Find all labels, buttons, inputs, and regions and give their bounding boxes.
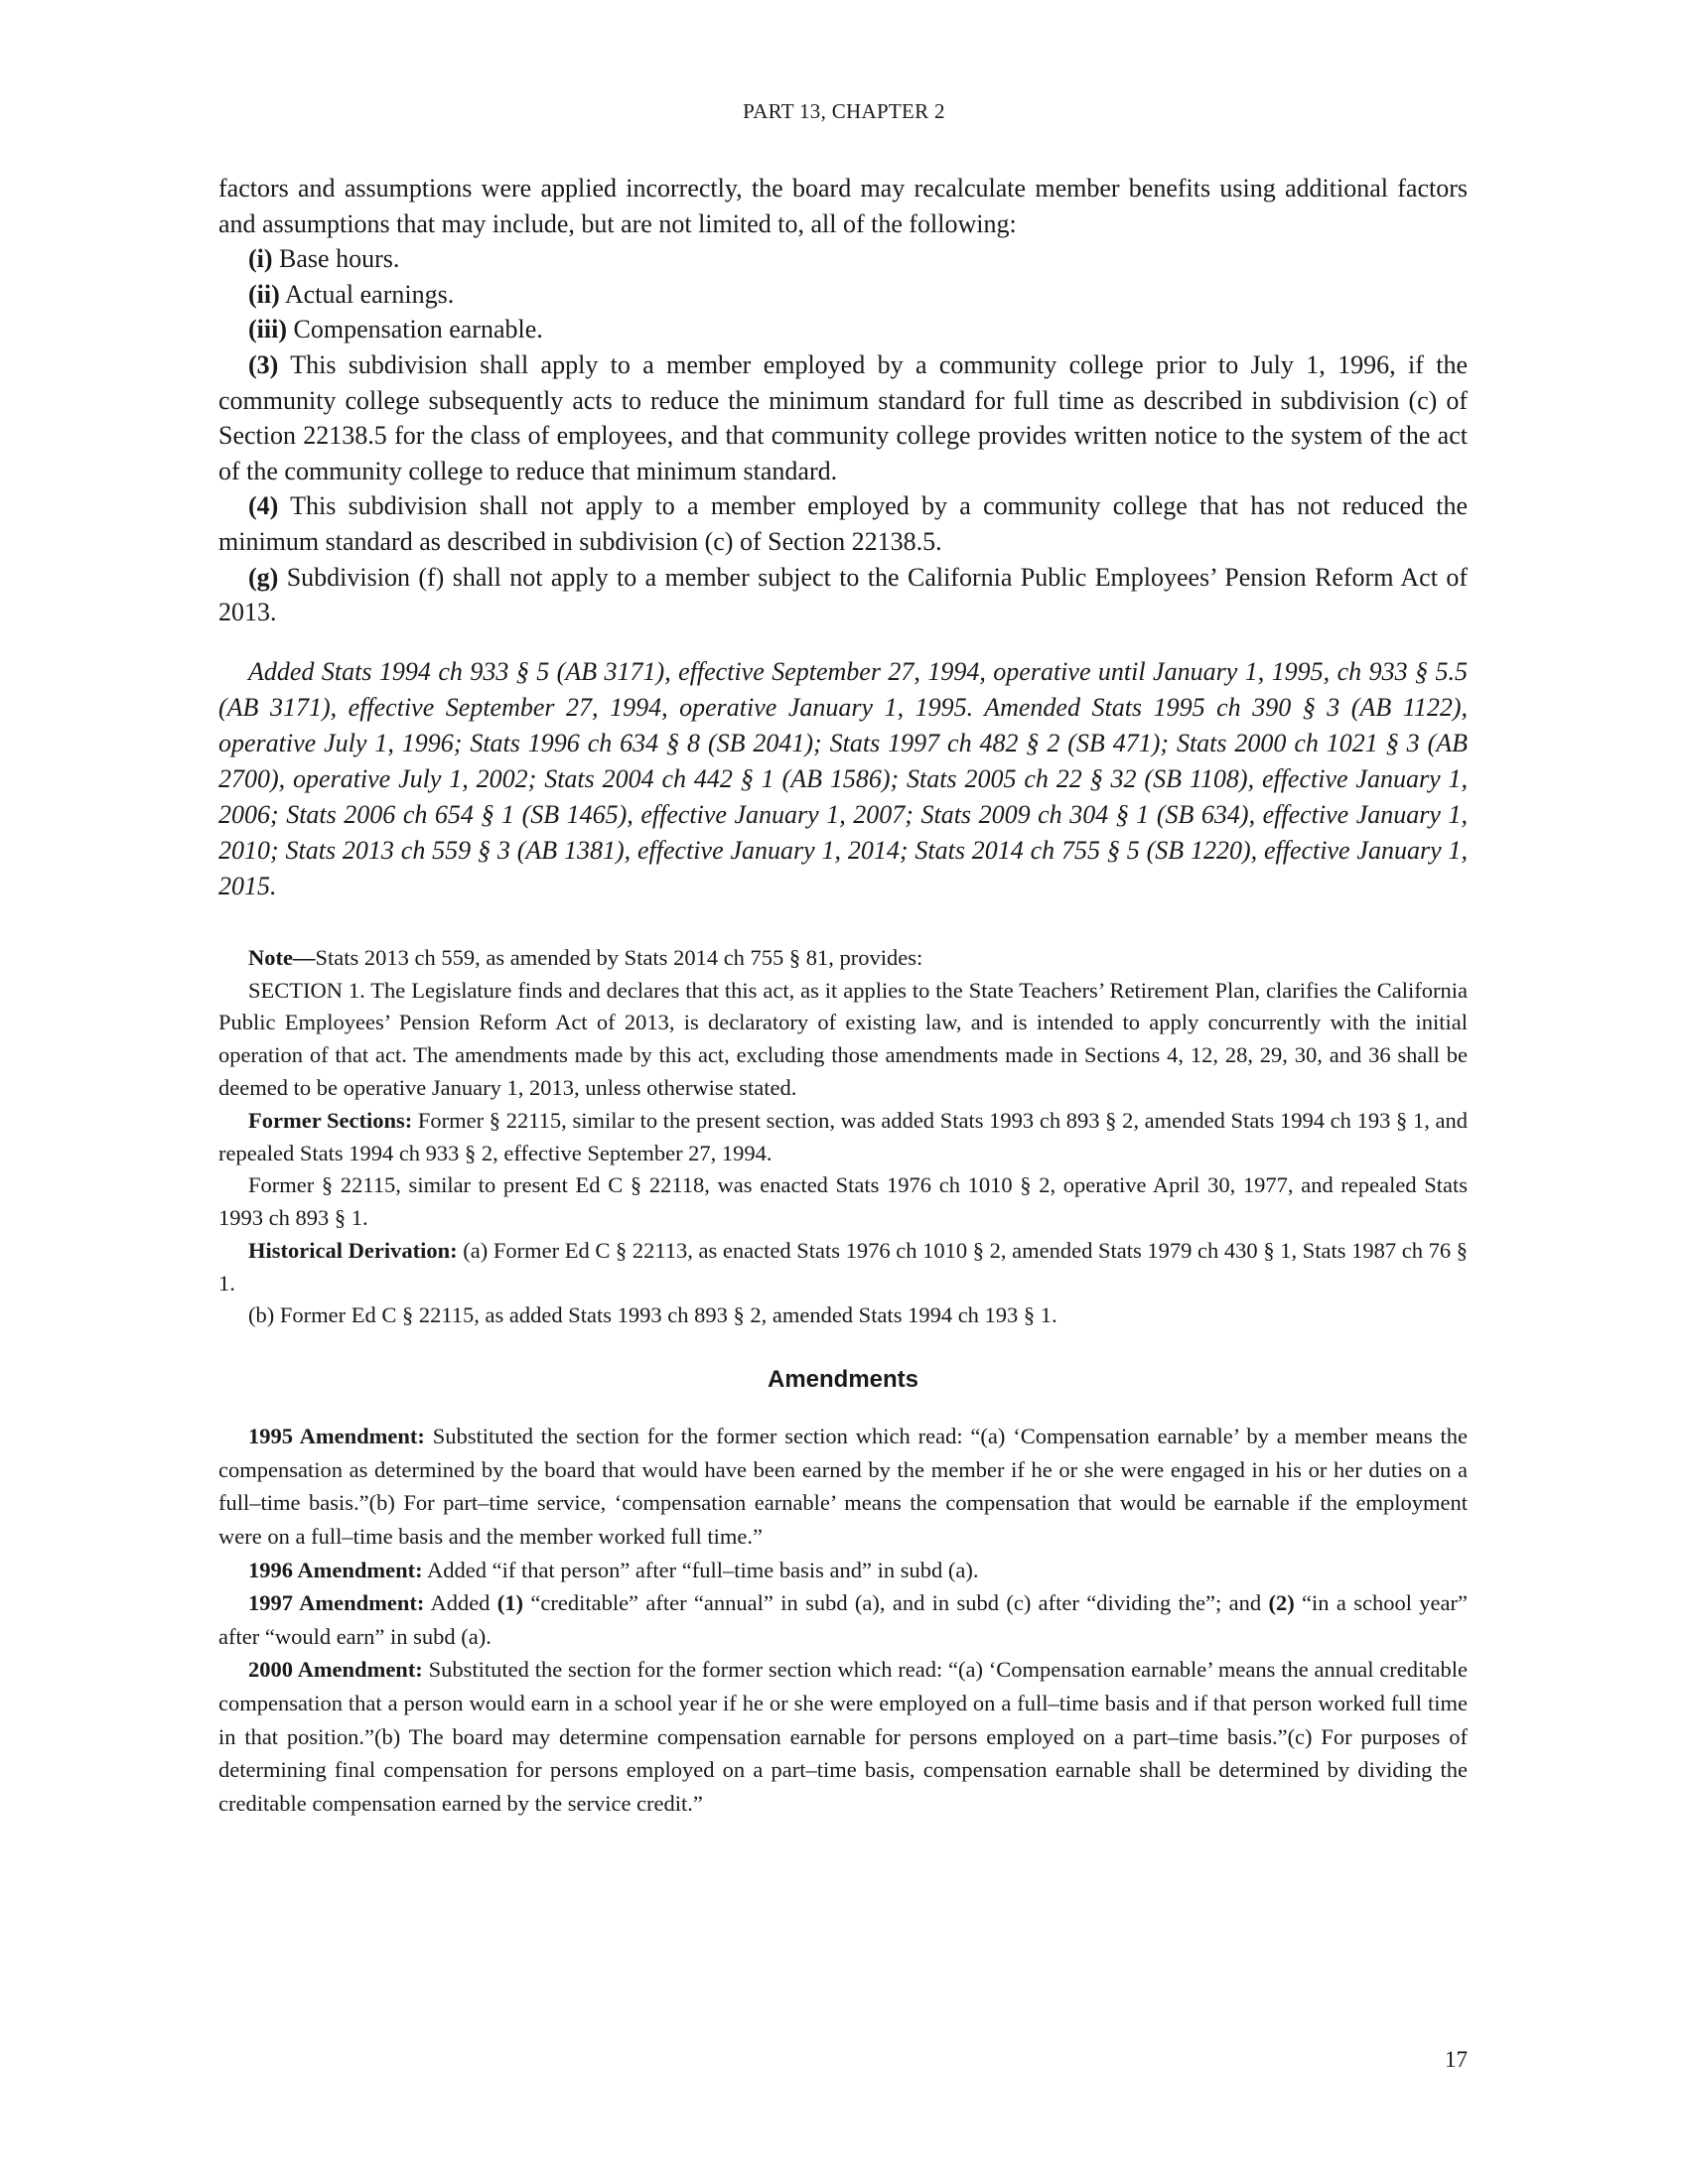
running-head: PART 13, CHAPTER 2 [743, 99, 945, 123]
subdivision-3: (3) This subdivision shall apply to a member employed by a community college prior to July 1, 1996, if the community college subsequently acts to reduce the minimum standard for full time as described in subdivision (c) of Section 22138.5 for the class of employees, and that community college provides written notice to the system of the act of the community college to reduce that minimum standard. [218, 349, 1468, 485]
note-paragraph: Note—Stats 2013 ch 559, as amended by Stats 2014 ch 755 § 81, provides: [248, 944, 923, 970]
list-item: (iii) Compensation earnable. [248, 315, 543, 344]
statute-text [218, 171, 1468, 630]
subdivision-g: (g) Subdivision (f) shall not apply to a member subject to the California Public Employees’ Pension Reform Act of 2013. [218, 562, 1468, 627]
intro-paragraph: factors and assumptions were applied incorrectly, the board may recalculate member benefits using additional factors and assumptions that may include, but are not limited to, all of the following: [218, 174, 1468, 238]
amendment-1996: 1996 Amendment: Added “if that person” after “full–time basis and” in subd (a). [248, 1557, 979, 1582]
former-sections-paragraph: Former Sections: Former § 22115, similar to the present section, was added Stats 1993 ch 893 § 2, amended Stats 1994 ch 193 § 1, and repealed Stats 1994 ch 933 § 2, effective September 27, 1994. [218, 1107, 1468, 1165]
subdivision-4: (4) This subdivision shall not apply to a member employed by a community college that has not reduced the minimum standard as described in subdivision (c) of Section 22138.5. [218, 491, 1468, 556]
section-1-paragraph: SECTION 1. The Legislature finds and declares that this act, as it applies to the State Teachers’ Retirement Plan, clarifies the California Public Employees’ Pension Reform Act of 2013, is declaratory of existing law, and is intended to apply concurrently with the initial operation of that act. The amendments made by this act, excluding those amendments made in Sections 4, 12, 28, 29, 30, and 36 shall be deemed to be operative January 1, 2013, unless otherwise stated. [218, 977, 1468, 1100]
former-section-2-paragraph: Former § 22115, similar to present Ed C § 22118, was enacted Stats 1976 ch 1010 § 2, operative April 30, 1977, and repealed Stats 1993 ch 893 § 1. [218, 1172, 1468, 1231]
amendment-1995: 1995 Amendment: Substituted the section for the former section which read: “(a) ‘Compensation earnable’ by a member means the compensation as determined by the board that would have been earned by the member if he or she were engaged in his or her duties on a full–time basis.”(b) For part–time service, ‘compensation earnable’ means the compensation that would be earnable if the employment were on a full–time basis and the member worked full time.” [218, 1424, 1468, 1550]
historical-derivation-paragraph: Historical Derivation: (a) Former Ed C § 22113, as enacted Stats 1976 ch 1010 § 2, amended Stats 1979 ch 430 § 1, Stats 1987 ch 76 § 1. [218, 1237, 1469, 1296]
list-item: (i) Base hours. [248, 244, 400, 274]
list-item: (ii) Actual earnings. [248, 279, 455, 309]
amendments-heading: Amendments [767, 1366, 919, 1394]
page-content [218, 171, 1468, 1820]
amendment-2000: 2000 Amendment: Substituted the section for the former section which read: “(a) ‘Compensation earnable’ means the annual creditable compensation that a person would earn in a school year if he or she were employed on a full–time basis and if that person worked full time in that position.”(b) The board may determine compensation earnable for persons employed on a part–time basis.”(c) For purposes of determining final compensation for persons employed on a part–time basis, compensation earnable shall be determined by dividing the creditable compensation earned by the service credit.” [218, 1657, 1468, 1816]
legislative-history: Added Stats 1994 ch 933 § 5 (AB 3171), effective September 27, 1994, operative until January 1, 1995, ch 933 § 5.5 (AB 3171), effective September 27, 1994, operative January 1, 1995. Amended Stats 1995 ch 390 § 3 (AB 1122), operative July 1, 1996; Stats 1996 ch 634 § 8 (SB 2041); Stats 1997 ch 482 § 2 (SB 471); Stats 2000 ch 1021 § 3 (AB 2700), operative July 1, 2002; Stats 2004 ch 442 § 1 (AB 1586); Stats 2005 ch 22 § 32 (SB 1108), effective January 1, 2006; Stats 2006 ch 654 § 1 (SB 1465), effective January 1, 2007; Stats 2009 ch 304 § 1 (SB 634), effective January 1, 2010; Stats 2013 ch 559 § 3 (AB 1381), effective January 1, 2014; Stats 2014 ch 755 § 5 (SB 1220), effective January 1, 2015. [218, 656, 1468, 900]
amendment-1997: 1997 Amendment: Added (1) “creditable” after “annual” in subd (a), and in subd (c) after “dividing the”; and (2) “in a school year” after “would earn” in subd (a). [218, 1590, 1469, 1649]
historical-derivation-b: (b) Former Ed C § 22115, as added Stats 1993 ch 893 § 2, amended Stats 1994 ch 193 § 1. [248, 1302, 1057, 1328]
notes-section [218, 942, 1468, 1333]
page-number: 17 [1445, 2047, 1468, 2072]
amendments-section [218, 1420, 1468, 1820]
